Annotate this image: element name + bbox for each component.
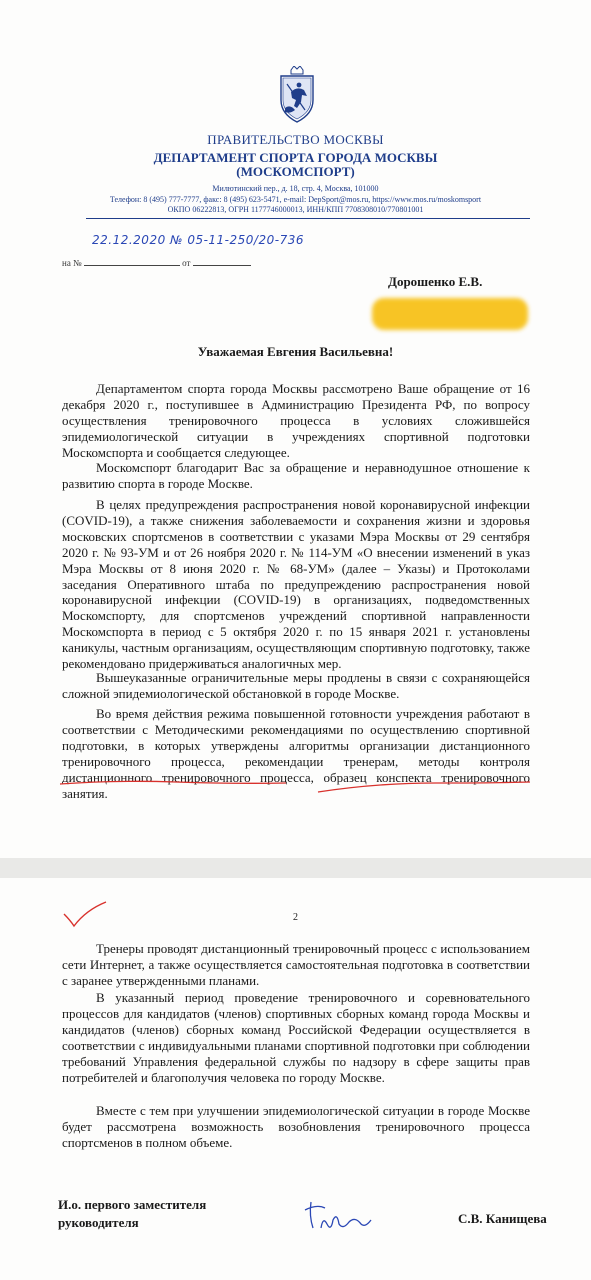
reference-line [62, 258, 251, 268]
org-address: Милютинский пер., д. 18, стр. 4, Москва, 101000 [212, 184, 379, 193]
signatory-position [58, 1196, 206, 1232]
moscow-coat-of-arms-icon [277, 66, 317, 124]
page-separator [0, 858, 591, 878]
org-government-line: ПРАВИТЕЛЬСТВО МОСКВЫ [207, 132, 384, 147]
redacted-address [372, 298, 528, 330]
body-paragraph: Вместе с тем при улучшении эпидемиологической ситуации в городе Москве будет рассмотрена возможность возобновления тренировочного процесса спортсменов в полном объеме. [62, 1103, 530, 1150]
greeting: Уважаемая Евгения Васильевна! [197, 344, 394, 359]
org-department-line: ДЕПАРТАМЕНТ СПОРТА ГОРОДА МОСКВЫ [153, 150, 438, 165]
signatory-position-line2: руководителя [58, 1215, 139, 1230]
reference-ot-label: от [182, 258, 191, 268]
body-paragraph: Вышеуказанные ограничительные меры продлены в связи с сохраняющейся сложной эпидемиологической обстановкой в городе Москве. [62, 670, 530, 701]
body-paragraph: Во время действия режима повышенной готовности учреждения работают в соответствии с Методическими рекомендациями по осуществлению спортивной подготовки, в которых утверждены алгоритмы организации дистанционного тренировочного процесса, рекомендации тренерам, методы контроля дистанционного тренировочного процесса, образец конспекта тренировочного занятия. [62, 706, 530, 801]
reference-na-label: на № [62, 258, 82, 268]
body-paragraph: В целях предупреждения распространения новой коронавирусной инфекции (COVID-19), а также снижения заболеваемости и сохранения жизни и здоровья московских спортсменов в соответствии с указами Мэра Москвы от 29 сентября 2020 г. № 93-УМ и от 26 ноября 2020 г. № 114-УМ «О внесении изменений в указ Мэра Москвы от 8 июня 2020 г. № 68-УМ» (далее – Указы) и Протоколами заседания Оперативного штаба по предупреждению распространения новой коронавирусной инфекции (COVID-19) в организациях, подведомственных Москомспорту, для спортсменов учреждений спортивной направленности Москомспорта в период с 5 октября 2020 г. по 15 января 2021 г. установлены каникулы, частным организациям, осуществляющим спортивную подготовку, также рекомендовано придерживаться аналогичных мер. [62, 497, 530, 672]
signatory-name: С.В. Канищева [458, 1211, 547, 1226]
handwritten-signature-icon [303, 1198, 375, 1234]
reference-date-blank [193, 265, 251, 266]
addressee-name: Дорошенко Е.В. [388, 274, 483, 289]
body-paragraph: Департаментом спорта города Москвы рассмотрено Ваше обращение от 16 декабря 2020 г., поступившее в Администрацию Президента РФ, по вопросу осуществления тренировочного процесса в условиях сложившейся эпидемиологической ситуации в учреждениях спортивной подготовки Москомспорта и сообщается следующее. [62, 381, 530, 460]
page-number: 2 [293, 912, 298, 923]
org-abbreviation-line: (МОСКОМСПОРТ) [236, 164, 355, 179]
org-contacts: Телефон: 8 (495) 777-7777, факс: 8 (495) 623-5471, e-mail: DepSport@mos.ru, https://www.mos.ru/moskomsport [109, 195, 482, 204]
handwritten-registration-number: 22.12.2020 № 05-11-250/20-736 [92, 233, 304, 247]
body-paragraph: Москомспорт благодарит Вас за обращение и неравнодушное отношение к развитию спорта в городе Москве. [62, 460, 530, 491]
body-paragraph: В указанный период проведение тренировочного и соревновательного процессов для кандидатов (членов) спортивных сборных команд города Москвы и кандидатов (членов) сборных команд Российской Федерации осуществляется в соответствии с индивидуальными планами спортивной подготовки при соблюдении требований Управления федеральной службы по надзору в сфере защиты прав потребителей и благополучия человека по городу Москве. [62, 990, 530, 1085]
org-requisites: ОКПО 06222813, ОГРН 1177746000013, ИНН/КПП 7708308010/770801001 [167, 205, 424, 214]
header-divider [86, 218, 530, 219]
reference-number-blank [84, 265, 180, 266]
signatory-position-line1: И.о. первого заместителя [58, 1197, 207, 1212]
body-paragraph: Тренеры проводят дистанционный тренировочный процесс с использованием сети Интернет, а также осуществляется самостоятельная подготовка в соответствии с заранее утвержденными планами. [62, 941, 530, 988]
